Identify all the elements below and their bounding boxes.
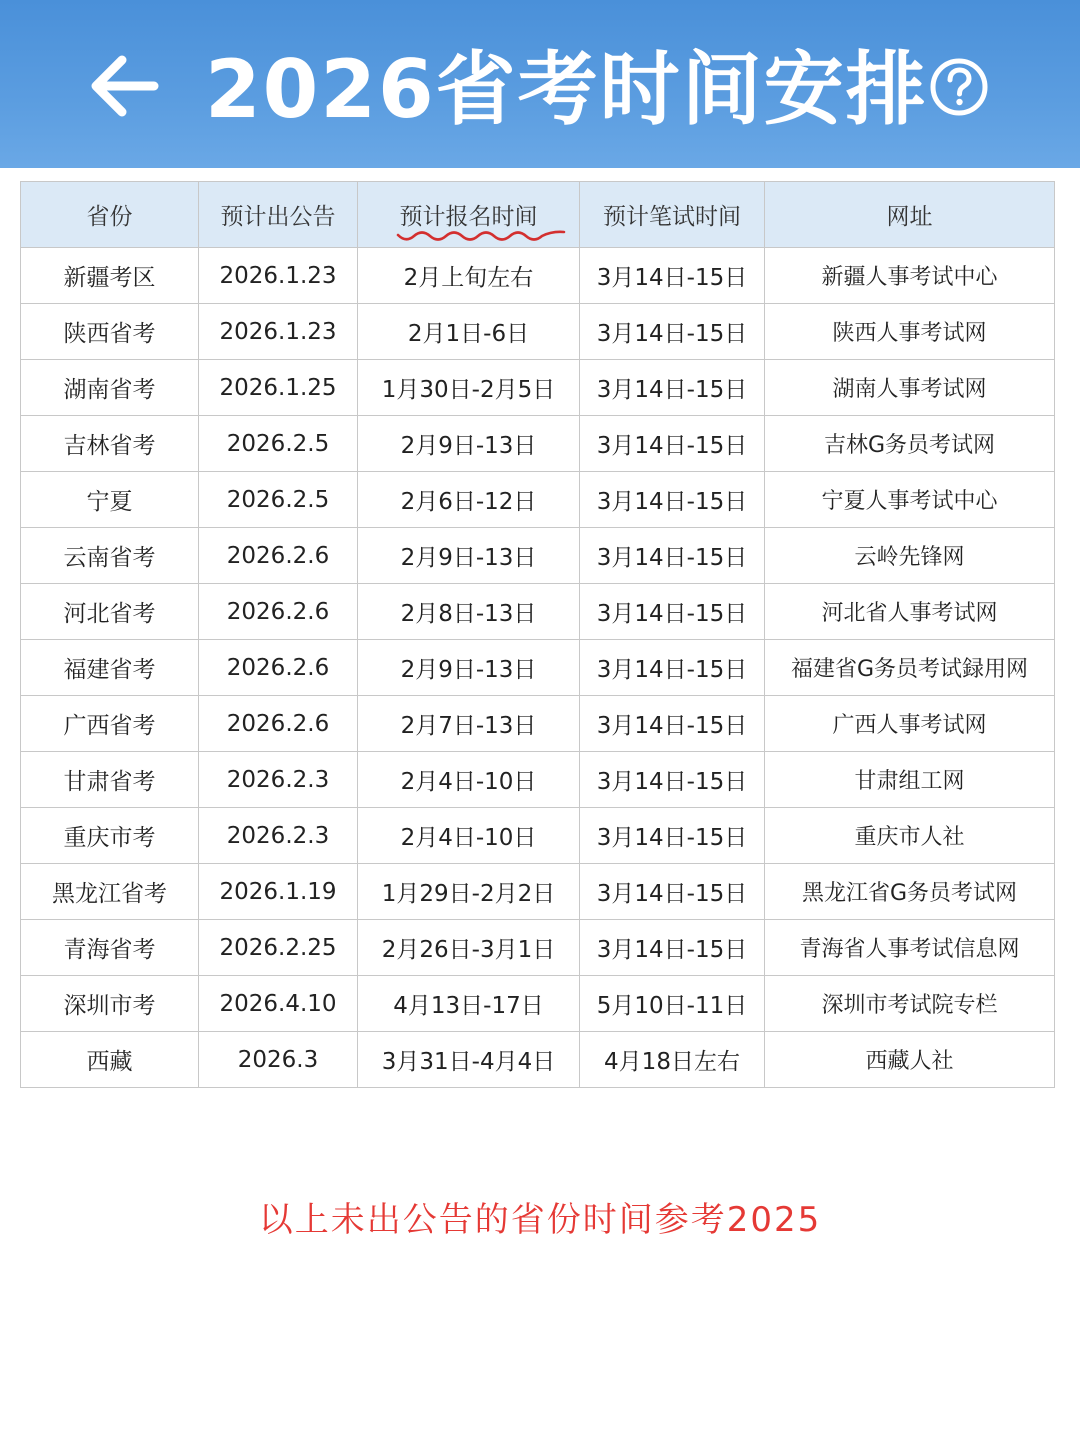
column-header-registration bbox=[358, 182, 580, 248]
table-row bbox=[21, 752, 1055, 808]
website-cell: 青海省人事考试信息网 bbox=[765, 920, 1055, 976]
table-header-row bbox=[21, 182, 1055, 248]
province-cell: 云南省考 bbox=[21, 528, 199, 584]
announcement-cell: 2026.2.5 bbox=[199, 416, 358, 472]
announcement-cell: 2026.2.3 bbox=[199, 752, 358, 808]
red-underline-mark bbox=[396, 229, 566, 243]
written-exam-cell: 3月14日-15日 bbox=[580, 752, 765, 808]
website-cell: 吉林G务员考试网 bbox=[765, 416, 1055, 472]
table-row bbox=[21, 304, 1055, 360]
footer-note: 以上未出公告的省份时间参考2025 bbox=[258, 1200, 822, 1240]
written-exam-cell: 3月14日-15日 bbox=[580, 920, 765, 976]
registration-header-label bbox=[400, 198, 538, 231]
written-exam-cell: 3月14日-15日 bbox=[580, 416, 765, 472]
website-cell: 宁夏人事考试中心 bbox=[765, 472, 1055, 528]
registration-cell: 2月上旬左右 bbox=[358, 248, 580, 304]
website-cell: 广西人事考试网 bbox=[765, 696, 1055, 752]
column-header-province: 省份 bbox=[21, 182, 199, 248]
website-cell: 湖南人事考试网 bbox=[765, 360, 1055, 416]
province-cell: 新疆考区 bbox=[21, 248, 199, 304]
registration-cell: 1月29日-2月2日 bbox=[358, 864, 580, 920]
announcement-cell: 2026.1.19 bbox=[199, 864, 358, 920]
written-exam-cell: 3月14日-15日 bbox=[580, 304, 765, 360]
announcement-cell: 2026.1.23 bbox=[199, 304, 358, 360]
written-exam-cell: 3月14日-15日 bbox=[580, 696, 765, 752]
written-exam-cell: 4月18日左右 bbox=[580, 1032, 765, 1088]
written-exam-cell: 3月14日-15日 bbox=[580, 584, 765, 640]
registration-cell: 2月4日-10日 bbox=[358, 808, 580, 864]
website-cell: 陕西人事考试网 bbox=[765, 304, 1055, 360]
province-cell: 西藏 bbox=[21, 1032, 199, 1088]
province-cell: 福建省考 bbox=[21, 640, 199, 696]
written-exam-cell: 3月14日-15日 bbox=[580, 360, 765, 416]
province-cell: 吉林省考 bbox=[21, 416, 199, 472]
written-exam-cell: 3月14日-15日 bbox=[580, 640, 765, 696]
registration-cell: 2月7日-13日 bbox=[358, 696, 580, 752]
registration-cell: 2月1日-6日 bbox=[358, 304, 580, 360]
announcement-cell: 2026.2.3 bbox=[199, 808, 358, 864]
website-cell: 甘肃组工网 bbox=[765, 752, 1055, 808]
table-row bbox=[21, 360, 1055, 416]
province-cell: 宁夏 bbox=[21, 472, 199, 528]
header-bar bbox=[0, 0, 1080, 168]
province-cell: 甘肃省考 bbox=[21, 752, 199, 808]
website-cell: 福建省G务员考试録用网 bbox=[765, 640, 1055, 696]
province-cell: 黑龙江省考 bbox=[21, 864, 199, 920]
exam-schedule-table bbox=[20, 181, 1055, 1088]
column-header-written-exam: 预计笔试时间 bbox=[580, 182, 765, 248]
website-cell: 新疆人事考试中心 bbox=[765, 248, 1055, 304]
table-row bbox=[21, 1032, 1055, 1088]
province-cell: 河北省考 bbox=[21, 584, 199, 640]
table-row bbox=[21, 248, 1055, 304]
registration-cell: 2月9日-13日 bbox=[358, 528, 580, 584]
registration-cell: 2月9日-13日 bbox=[358, 416, 580, 472]
written-exam-cell: 5月10日-11日 bbox=[580, 976, 765, 1032]
announcement-cell: 2026.2.6 bbox=[199, 528, 358, 584]
website-cell: 重庆市人社 bbox=[765, 808, 1055, 864]
written-exam-cell: 3月14日-15日 bbox=[580, 864, 765, 920]
province-cell: 陕西省考 bbox=[21, 304, 199, 360]
column-header-announcement: 预计出公告 bbox=[199, 182, 358, 248]
announcement-cell: 2026.2.6 bbox=[199, 640, 358, 696]
column-header-website: 网址 bbox=[765, 182, 1055, 248]
announcement-cell: 2026.2.5 bbox=[199, 472, 358, 528]
table-row bbox=[21, 584, 1055, 640]
announcement-cell: 2026.2.6 bbox=[199, 696, 358, 752]
registration-cell: 2月9日-13日 bbox=[358, 640, 580, 696]
written-exam-cell: 3月14日-15日 bbox=[580, 472, 765, 528]
website-cell: 深圳市考试院专栏 bbox=[765, 976, 1055, 1032]
written-exam-cell: 3月14日-15日 bbox=[580, 808, 765, 864]
website-cell: 河北省人事考试网 bbox=[765, 584, 1055, 640]
registration-cell: 4月13日-17日 bbox=[358, 976, 580, 1032]
registration-cell: 3月31日-4月4日 bbox=[358, 1032, 580, 1088]
announcement-cell: 2026.1.25 bbox=[199, 360, 358, 416]
table-body bbox=[21, 248, 1055, 1088]
arrow-left-icon[interactable] bbox=[88, 52, 160, 120]
registration-header-text: 预计报名时间 bbox=[399, 204, 538, 230]
table-row bbox=[21, 472, 1055, 528]
table-row bbox=[21, 864, 1055, 920]
registration-cell: 1月30日-2月5日 bbox=[358, 360, 580, 416]
page-title: 2026省考时间安排 bbox=[205, 43, 928, 136]
announcement-cell: 2026.1.23 bbox=[199, 248, 358, 304]
registration-cell: 2月4日-10日 bbox=[358, 752, 580, 808]
table-row bbox=[21, 696, 1055, 752]
website-cell: 云岭先锋网 bbox=[765, 528, 1055, 584]
announcement-cell: 2026.4.10 bbox=[199, 976, 358, 1032]
announcement-cell: 2026.2.25 bbox=[199, 920, 358, 976]
province-cell: 重庆市考 bbox=[21, 808, 199, 864]
registration-cell: 2月8日-13日 bbox=[358, 584, 580, 640]
website-cell: 黑龙江省G务员考试网 bbox=[765, 864, 1055, 920]
province-cell: 青海省考 bbox=[21, 920, 199, 976]
province-cell: 广西省考 bbox=[21, 696, 199, 752]
registration-cell: 2月6日-12日 bbox=[358, 472, 580, 528]
question-circle-icon[interactable] bbox=[928, 56, 990, 118]
announcement-cell: 2026.3 bbox=[199, 1032, 358, 1088]
table-row bbox=[21, 808, 1055, 864]
table-row bbox=[21, 416, 1055, 472]
province-cell: 深圳市考 bbox=[21, 976, 199, 1032]
website-cell: 西藏人社 bbox=[765, 1032, 1055, 1088]
table-row bbox=[21, 640, 1055, 696]
announcement-cell: 2026.2.6 bbox=[199, 584, 358, 640]
table-row bbox=[21, 976, 1055, 1032]
written-exam-cell: 3月14日-15日 bbox=[580, 248, 765, 304]
table-row bbox=[21, 528, 1055, 584]
written-exam-cell: 3月14日-15日 bbox=[580, 528, 765, 584]
province-cell: 湖南省考 bbox=[21, 360, 199, 416]
table-row bbox=[21, 920, 1055, 976]
registration-cell: 2月26日-3月1日 bbox=[358, 920, 580, 976]
